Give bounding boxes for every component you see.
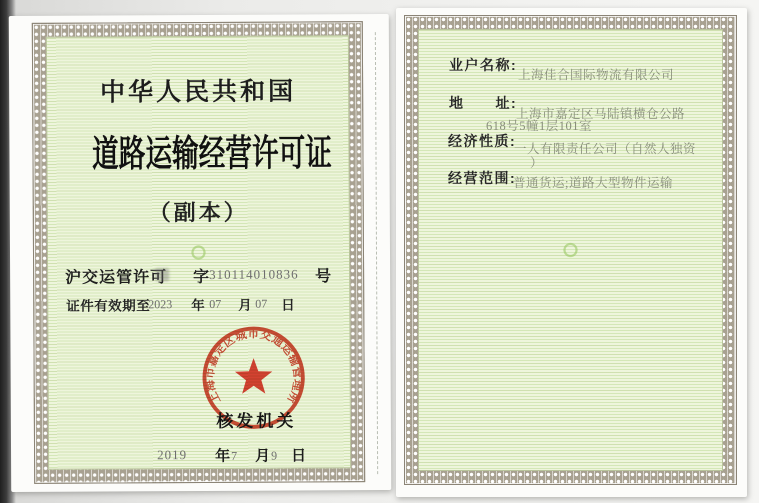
validity-year: 2023 xyxy=(148,297,173,312)
validity-day-unit: 日 xyxy=(281,297,296,313)
certificate-title: 道路运输经营许可证 xyxy=(91,132,332,175)
validity-month-unit: 月 xyxy=(238,297,253,313)
stamp-circular-text: 上海市嘉定区城市交通运输管理所 xyxy=(204,328,304,406)
license-prefix: 沪交运管许可 xyxy=(65,269,168,287)
field-label-economic-nature: 经济性质: xyxy=(448,133,517,149)
license-number-line xyxy=(10,263,390,287)
country-name: 中华人民共和国 xyxy=(100,78,297,107)
field-label-address: 地 址: xyxy=(449,95,518,111)
validity-label: 证件有效期至 xyxy=(66,298,151,314)
validity-day: 07 xyxy=(255,296,268,311)
issue-year: 2019 xyxy=(157,447,188,463)
decorative-border-right xyxy=(404,15,737,485)
issue-month: 7 xyxy=(231,448,238,463)
copy-type-subtitle: （副本） xyxy=(148,199,249,226)
field-label-business-name: 业户名称: xyxy=(449,57,518,73)
star-icon xyxy=(235,358,273,394)
issue-day: 9 xyxy=(271,448,278,463)
license-number: 310114010836 xyxy=(209,266,299,282)
certificate-right-page xyxy=(396,8,747,497)
field-value-business-name: 上海佳合国际物流有限公司 xyxy=(518,68,675,82)
issue-date-line xyxy=(11,444,391,466)
issue-day-unit: 日 xyxy=(291,448,307,465)
field-value-address-line2: 618号5幢1层101室 xyxy=(486,119,593,133)
validity-year-unit: 年 xyxy=(191,297,206,314)
field-value-economic-nature: 一人有限责任公司（自然人独资 xyxy=(514,142,697,156)
field-value-economic-nature-wrap: ） xyxy=(530,156,544,170)
issue-month-unit: 月 xyxy=(255,448,271,465)
certificate-left-page xyxy=(9,14,391,492)
field-value-address-line1: 上海市嘉定区马陆镇横仓公路 xyxy=(516,107,686,121)
issue-year-unit: 年 xyxy=(215,448,231,465)
issuer-label: 核发机关 xyxy=(216,411,297,431)
license-hao: 号 xyxy=(315,268,332,286)
field-value-business-scope: 普通货运;道路大型物件运输 xyxy=(513,176,673,190)
field-label-business-scope: 经营范围: xyxy=(448,170,517,186)
validity-month: 07 xyxy=(209,296,222,311)
validity-line xyxy=(10,293,390,315)
redacted-mark xyxy=(155,268,169,281)
binding-stitch-line xyxy=(375,32,378,474)
license-zi: 字 xyxy=(193,268,210,287)
